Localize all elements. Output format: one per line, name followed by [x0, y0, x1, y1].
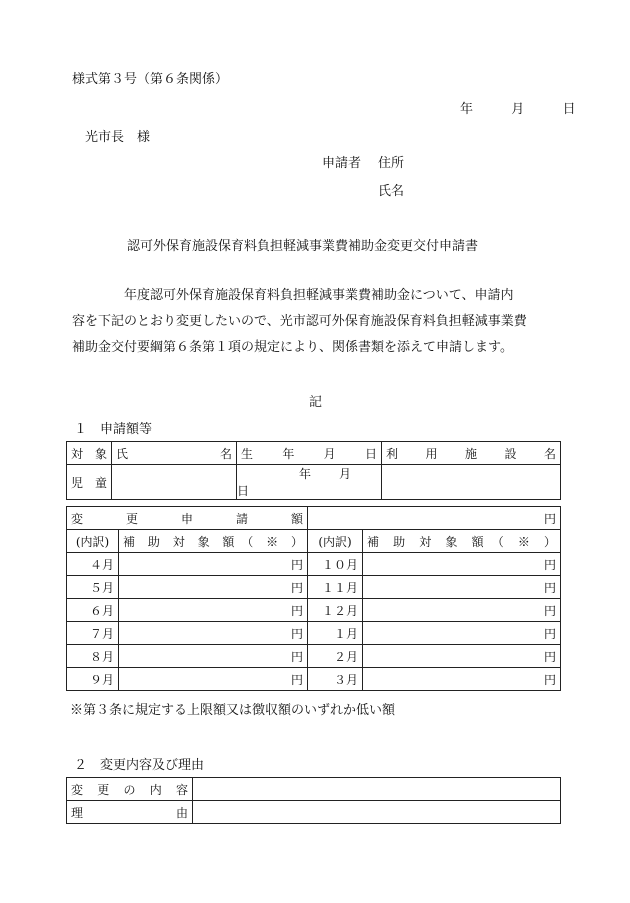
body-paragraph — [72, 283, 564, 361]
amount-field[interactable]: 円 — [363, 553, 561, 576]
birthdate-field[interactable] — [237, 465, 382, 500]
month-cell: １月 — [308, 622, 363, 645]
amount-field[interactable]: 円 — [363, 576, 561, 599]
target-label-bottom: 児童 — [67, 465, 112, 500]
change-reason-table — [66, 777, 561, 824]
month-cell: ４月 — [67, 553, 119, 576]
section2-heading: ２ 変更内容及び理由 — [74, 758, 205, 773]
table-row — [67, 599, 561, 622]
table-row — [67, 645, 561, 668]
target-label-top: 対象 — [67, 442, 112, 465]
body-line-3: 補助金交付要綱第６条第１項の規定により、関係書類を添えて申請します。 — [72, 340, 513, 355]
address-label: 住所 — [378, 156, 405, 171]
month-cell: １０月 — [308, 553, 363, 576]
section1-heading: １ 申請額等 — [74, 422, 153, 437]
amount-field[interactable]: 円 — [363, 622, 561, 645]
body-line-1: 年度認可外保育施設保育料負担軽減事業費補助金について、申請内 — [72, 288, 514, 303]
month-cell: １２月 — [308, 599, 363, 622]
month-cell: ７月 — [67, 622, 119, 645]
body-line-2: 容を下記のとおり変更したいので、光市認可外保育施設保育料負担軽減事業費 — [72, 314, 527, 329]
table-row — [67, 668, 561, 691]
applicant-label: 申請者 — [322, 156, 362, 171]
reason-field[interactable] — [193, 801, 561, 824]
facility-header: 利 用 施 設 名 — [382, 442, 561, 465]
month-cell: ６月 — [67, 599, 119, 622]
subsidy-label-left: 補 助 対 象 額 （ ※ ） — [119, 530, 308, 553]
birth-month: 月 — [339, 467, 352, 481]
month-cell: ５月 — [67, 576, 119, 599]
date-day: 日 — [562, 102, 576, 117]
change-amount-field[interactable]: 円 — [308, 507, 561, 530]
subsidy-label-right: 補 助 対 象 額 （ ※ ） — [363, 530, 561, 553]
date-month: 月 — [511, 102, 525, 117]
month-cell: ２月 — [308, 645, 363, 668]
month-cell: ９月 — [67, 668, 119, 691]
amount-field[interactable]: 円 — [119, 599, 308, 622]
amount-field[interactable]: 円 — [363, 599, 561, 622]
change-amount-label: 変 更 申 請 額 — [67, 507, 308, 530]
document-title: 認可外保育施設保育料負担軽減事業費補助金変更交付申請書 — [127, 239, 479, 254]
child-name-field[interactable] — [112, 465, 237, 500]
breakdown-right: (内訳) — [308, 530, 363, 553]
birth-day: 日 — [237, 484, 250, 498]
table-row — [67, 622, 561, 645]
amount-field[interactable]: 円 — [119, 576, 308, 599]
child-name-header: 氏 名 — [112, 442, 237, 465]
amount-field[interactable]: 円 — [119, 553, 308, 576]
change-content-label: 変 更 の 内 容 — [67, 778, 193, 801]
table-row — [67, 553, 561, 576]
date-year: 年 — [460, 102, 474, 117]
birthdate-header: 生 年 月 日 — [237, 442, 382, 465]
name-label: 氏名 — [378, 184, 405, 199]
date-line — [460, 98, 576, 117]
breakdown-left: (内訳) — [67, 530, 119, 553]
amount-field[interactable]: 円 — [363, 645, 561, 668]
month-cell: １１月 — [308, 576, 363, 599]
reason-label: 理 由 — [67, 801, 193, 824]
amount-table — [66, 506, 561, 691]
form-number: 様式第３号（第６条関係） — [72, 72, 229, 87]
footnote: ※第３条に規定する上限額又は徴収額のいずれか低い額 — [70, 703, 396, 718]
birth-year: 年 — [299, 467, 312, 481]
ki-marker: 記 — [309, 395, 323, 410]
change-content-field[interactable] — [193, 778, 561, 801]
month-cell: ３月 — [308, 668, 363, 691]
month-cell: ８月 — [67, 645, 119, 668]
addressee: 光市長 様 — [85, 130, 151, 145]
amount-field[interactable]: 円 — [119, 645, 308, 668]
facility-field[interactable] — [382, 465, 561, 500]
amount-field[interactable]: 円 — [119, 622, 308, 645]
table-row — [67, 576, 561, 599]
amount-field[interactable]: 円 — [119, 668, 308, 691]
child-info-table — [66, 441, 561, 500]
amount-field[interactable]: 円 — [363, 668, 561, 691]
